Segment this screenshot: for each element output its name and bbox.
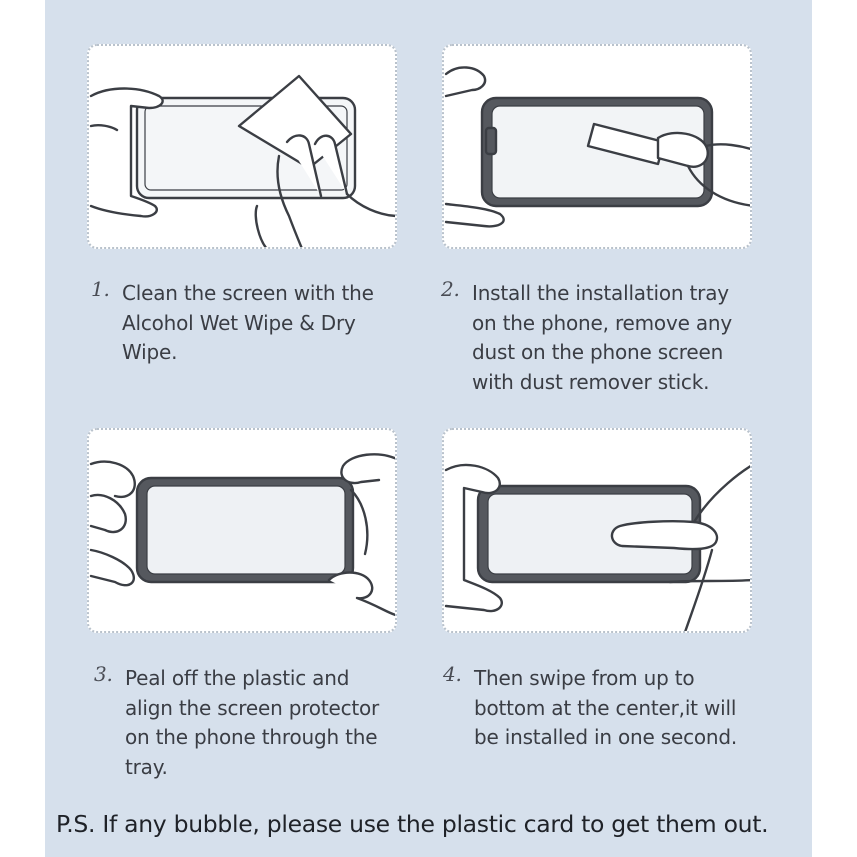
step-2-line-2: on the phone, remove any [472,310,733,335]
align-tray-illustration [89,430,397,633]
step-1-number: 1. [91,277,110,301]
instruction-sheet [45,0,812,857]
step-2-line-3: dust on the phone screen [472,340,724,364]
step-2-line-4: with dust remover stick. [472,369,710,394]
step-4-number: 4. [443,662,462,686]
step-1-line-2: Alcohol Wet Wipe & Dry [122,310,356,335]
step-3-illustration [87,428,397,633]
step-2-illustration [442,44,752,249]
step-3-number: 3. [94,662,113,686]
step-1-line-1: Clean the screen with the [122,281,374,305]
step-3-line-4: tray. [125,754,168,779]
step-1-line-3: Wipe. [122,340,178,364]
step-2-text [441,277,733,397]
step-3-line-3: on the phone through the [125,725,378,749]
step-2-number: 2. [441,277,460,301]
step-1-illustration [87,44,397,249]
step-4-line-2: bottom at the center,it will [474,695,737,720]
step-4-text [443,662,738,753]
step-4-illustration [442,428,752,633]
wipe-illustration [89,46,397,249]
step-4-line-3: be installed in one second. [474,725,738,749]
step-3-line-2: align the screen protector [125,695,380,720]
step-3-line-1: Peal off the plastic and [125,666,350,690]
ps-note: P.S. If any bubble, please use the plastic card to get them out. [56,810,769,838]
step-3-text [94,662,380,782]
step-4-line-1: Then swipe from up to [474,666,695,690]
swipe-illustration [444,430,752,633]
step-2-line-1: Install the installation tray [472,281,729,305]
dust-stick-illustration [444,46,752,249]
step-1-text [91,277,374,368]
